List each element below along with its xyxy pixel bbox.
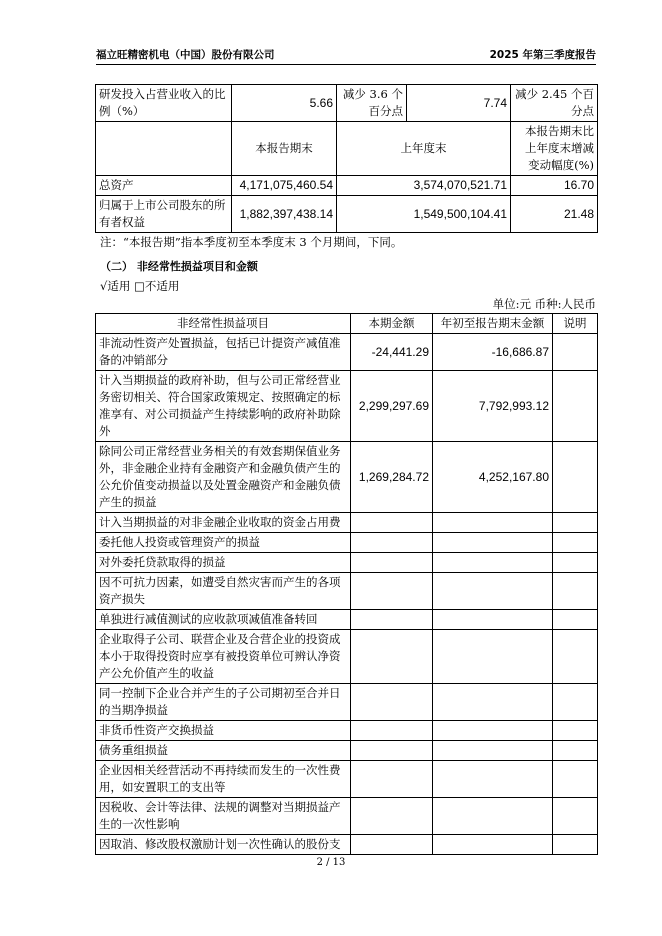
row-ytd: [433, 573, 553, 610]
total-assets-row: [96, 176, 598, 196]
rd-ratio-label: 研发投入占营业收入的比例（%）: [96, 85, 232, 122]
header-divider: [96, 64, 596, 65]
header-period-end: 本报告期末: [232, 122, 337, 176]
row-item: 非货币性资产交换损益: [96, 721, 351, 741]
page-number: 2 / 13: [316, 857, 346, 868]
row-current: [351, 573, 433, 610]
section-title: （二） 非经常性损益项目和金额: [100, 260, 258, 273]
row-note: [553, 798, 598, 835]
rd-ratio-ytd-change: 减少 2.45 个百分点: [511, 85, 598, 122]
row-current: [351, 684, 433, 721]
header-prior-year-end: 上年度末: [337, 122, 511, 176]
row-current: [351, 533, 433, 553]
table-row: [96, 442, 598, 513]
table-row: [96, 630, 598, 684]
table-row: [96, 684, 598, 721]
row-ytd: [433, 553, 553, 573]
row-current: [351, 610, 433, 630]
row-ytd: [433, 835, 553, 855]
row-ytd: [433, 741, 553, 761]
row-note: [553, 610, 598, 630]
row-note: [553, 533, 598, 553]
row-note: [553, 442, 598, 513]
period-end-value: 4,171,075,460.54: [232, 176, 337, 196]
row-item: 因不可抗力因素，如遭受自然灾害而产生的各项资产损失: [96, 573, 351, 610]
page-header: [96, 47, 596, 62]
row-note: [553, 721, 598, 741]
row-note: [553, 553, 598, 573]
header-change: 本报告期末比上年度末增减变动幅度(%): [511, 122, 598, 176]
row-item: 债务重组损益: [96, 741, 351, 761]
row-item: 非流动性资产处置损益，包括已计提资产减值准备的冲销部分: [96, 334, 351, 371]
row-item: 因取消、修改股权激励计划一次性确认的股份支: [96, 835, 351, 855]
row-item: 对外委托贷款取得的损益: [96, 553, 351, 573]
applicability: √适用 □不适用: [100, 279, 180, 293]
row-ytd: 7,792,993.12: [433, 371, 553, 442]
table-note: 注：“本报告期”指本季度初至本季度末 3 个月期间，下同。: [100, 235, 403, 249]
rd-ratio-current-change: 减少 3.6 个百分点: [337, 85, 407, 122]
row-current: [351, 741, 433, 761]
company-name: 福立旺精密机电（中国）股份有限公司: [96, 49, 275, 61]
row-current: [351, 798, 433, 835]
prior-year-end-value: 3,574,070,521.71: [337, 176, 511, 196]
rd-ratio-current: 5.66: [232, 85, 337, 122]
table-row: [96, 610, 598, 630]
row-note: [553, 334, 598, 371]
table-header-row: [96, 314, 598, 334]
row-label: 归属于上市公司股东的所有者权益: [96, 196, 232, 233]
row-note: [553, 630, 598, 684]
row-current: [351, 761, 433, 798]
row-ytd: [433, 533, 553, 553]
table-row: [96, 371, 598, 442]
rd-ratio-ytd: 7.74: [407, 85, 511, 122]
rd-ratio-row: [96, 85, 598, 122]
row-note: [553, 835, 598, 855]
header-item: 非经常性损益项目: [96, 314, 351, 334]
row-note: [553, 513, 598, 533]
row-item: 除同公司正常经营业务相关的有效套期保值业务外，非金融企业持有金融资产和金融负债产生的公允价值变动损益以及处置金融资产和金融负债产生的损益: [96, 442, 351, 513]
row-item: 因税收、会计等法律、法规的调整对当期损益产生的一次性影响: [96, 798, 351, 835]
row-ytd: [433, 630, 553, 684]
row-item: 委托他人投资或管理资产的损益: [96, 533, 351, 553]
row-item: 同一控制下企业合并产生的子公司期初至合并日的当期净损益: [96, 684, 351, 721]
table-row: [96, 513, 598, 533]
row-note: [553, 761, 598, 798]
period-end-value: 1,882,397,438.14: [232, 196, 337, 233]
row-label: 总资产: [96, 176, 232, 196]
row-current: [351, 721, 433, 741]
row-current: [351, 630, 433, 684]
table-row: [96, 798, 598, 835]
row-ytd: [433, 761, 553, 798]
row-ytd: [433, 684, 553, 721]
row-current: 1,269,284.72: [351, 442, 433, 513]
row-note: [553, 371, 598, 442]
row-ytd: -16,686.87: [433, 334, 553, 371]
row-ytd: 4,252,167.80: [433, 442, 553, 513]
row-current: 2,299,297.69: [351, 371, 433, 442]
equity-row: [96, 196, 598, 233]
row-note: [553, 573, 598, 610]
table-row: [96, 721, 598, 741]
row-ytd: [433, 798, 553, 835]
row-item: 企业取得子公司、联营企业及合营企业的投资成本小于取得投资时应享有被投资单位可辨认净资产公允价值产生的收益: [96, 630, 351, 684]
row-item: 计入当期损益的政府补助，但与公司正常经营业务密切相关、符合国家政策规定、按照确定的标准享有、对公司损益产生持续影响的政府补助除外: [96, 371, 351, 442]
table-row: [96, 533, 598, 553]
non-recurring-table: [95, 313, 598, 855]
currency-unit: 单位:元 币种:人民币: [492, 297, 596, 311]
table-row: [96, 761, 598, 798]
row-note: [553, 684, 598, 721]
table-row: [96, 835, 598, 855]
change-value: 21.48: [511, 196, 598, 233]
table-row: [96, 573, 598, 610]
balance-header-row: [96, 122, 598, 176]
row-note: [553, 741, 598, 761]
table-row: [96, 741, 598, 761]
table-row: [96, 334, 598, 371]
row-current: [351, 553, 433, 573]
row-ytd: [433, 513, 553, 533]
prior-year-end-value: 1,549,500,104.41: [337, 196, 511, 233]
row-item: 企业因相关经营活动不再持续而发生的一次性费用，如安置职工的支出等: [96, 761, 351, 798]
row-current: [351, 835, 433, 855]
key-financial-table: [95, 84, 598, 233]
row-item: 计入当期损益的对非金融企业收取的资金占用费: [96, 513, 351, 533]
change-value: 16.70: [511, 176, 598, 196]
header-current: 本期金额: [351, 314, 433, 334]
report-title: 2025 年第三季度报告: [489, 49, 596, 61]
header-note: 说明: [553, 314, 598, 334]
header-ytd: 年初至报告期末金额: [433, 314, 553, 334]
row-ytd: [433, 721, 553, 741]
row-item: 单独进行减值测试的应收款项减值准备转回: [96, 610, 351, 630]
table-row: [96, 553, 598, 573]
row-current: -24,441.29: [351, 334, 433, 371]
row-ytd: [433, 610, 553, 630]
row-current: [351, 513, 433, 533]
